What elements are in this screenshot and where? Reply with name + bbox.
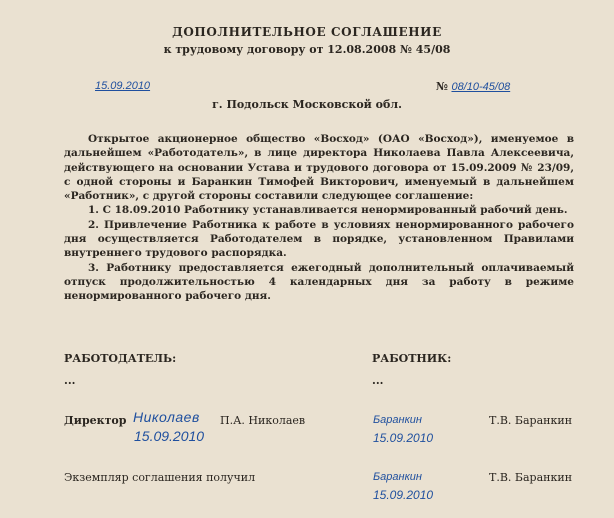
number-value: 08/10-45/08 (451, 81, 511, 93)
employee-date: 15.09.2010 (373, 431, 434, 445)
director-date: 15.09.2010 (134, 428, 205, 444)
document-date: 15.09.2010 (95, 80, 151, 92)
employee-label: РАБОТНИК: (372, 352, 452, 365)
employer-label: РАБОТОДАТЕЛЬ: (64, 352, 177, 365)
employee-signature: Баранкин (373, 414, 422, 426)
document-title: ДОПОЛНИТЕЛЬНОЕ СОГЛАШЕНИЕ (172, 25, 442, 39)
clause-3: 3. Работнику предоставляется ежегодный дополнительный оплачиваемый отпуск продолжительностью 4 календарных дня за работу в режиме ненормированного рабочего дня. (64, 261, 574, 303)
received-label: Экземпляр соглашения получил (64, 471, 256, 484)
employee-dots: ... (372, 374, 384, 387)
agreement-body (64, 132, 574, 304)
director-signature: Николаев (133, 409, 200, 425)
director-title: Директор (64, 414, 127, 427)
number-symbol: № (436, 80, 448, 93)
document-subtitle: к трудовому договору от 12.08.2008 № 45/08 (163, 43, 451, 56)
received-date: 15.09.2010 (373, 488, 434, 502)
employer-dots: ... (64, 374, 76, 387)
clause-2: 2. Привлечение Работника к работе в условиях ненормированного рабочего дня осуществляется Работодателем в порядке, установленном Правилами внутреннего трудового распорядка. (64, 218, 574, 260)
director-name: П.А. Николаев (220, 414, 306, 427)
employee-name: Т.В. Баранкин (489, 414, 573, 427)
document-city: г. Подольск Московской обл. (212, 98, 402, 111)
received-name: Т.В. Баранкин (489, 471, 573, 484)
received-signature: Баранкин (373, 471, 422, 483)
intro-paragraph: Открытое акционерное общество «Восход» (ОАО «Восход»), именуемое в дальнейшем «Работодатель», в лице директора Николаева Павла Алексеевича, действующего на основании Устава и трудового договора от 15.09.2009 № 23/09, с одной стороны и Баранкин Тимофей Викторович, именуемый в дальнейшем «Работник», с другой стороны составили следующее соглашение: (64, 133, 574, 203)
clause-1: 1. С 18.09.2010 Работнику устанавливается ненормированный рабочий день. (88, 204, 568, 217)
document-number (436, 80, 510, 93)
